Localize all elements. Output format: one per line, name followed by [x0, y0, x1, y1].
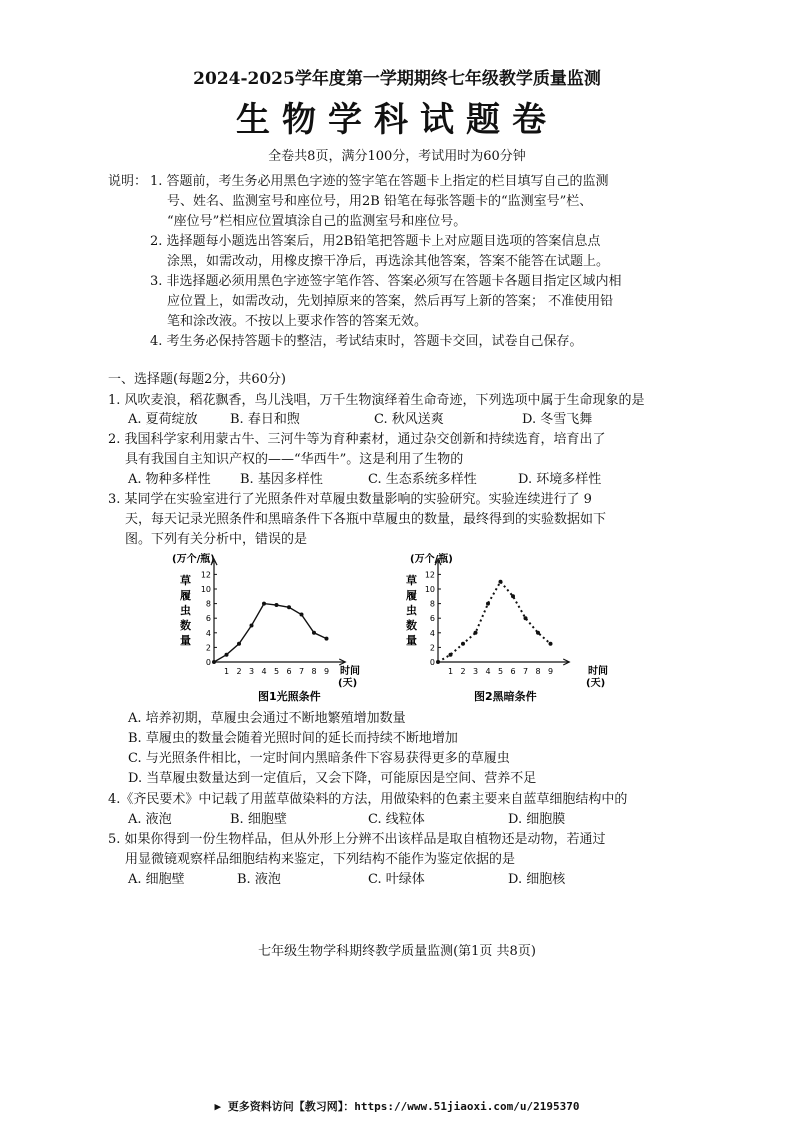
q5-option-d: D. 细胞核 [508, 872, 566, 887]
chart2-axes [425, 559, 569, 676]
chart2-x-tick-label: 4 [485, 667, 491, 676]
instruction-3-line-3: 笔和涂改液。不按以上要求作答的答案无效。 [167, 314, 428, 329]
chart2-data-point [499, 580, 503, 584]
q4-option-a: A. 液泡 [128, 812, 172, 827]
chart1-x-tick-label: 7 [298, 667, 305, 676]
chart-light-condition [172, 552, 360, 703]
chart2-x-tick-label: 9 [547, 667, 554, 676]
q2-option-c: C. 生态系统多样性 [368, 472, 477, 487]
chart2-marks [436, 580, 553, 664]
exam-title: 2024-2025学年度第一学期期终七年级教学质量监测 [193, 69, 601, 89]
q3-stem-line-2: 天，每天记录光照条件和黑暗条件下各瓶中草履虫的数量，最终得到的实验数据如下 [125, 512, 607, 527]
instruction-1-line-1: 1. 答题前，考生务必用黑色字迹的签字笔在答题卡上指定的栏目填写自己的监测 [150, 174, 609, 189]
page-footer: 七年级生物学科期终教学质量监测(第1页 共8页) [258, 944, 536, 959]
chart2-data-point [549, 642, 553, 646]
chart1-data-point [312, 631, 316, 635]
q2-stem-line-2: 具有我国自主知识产权的——“华西牛”。这是利用了生物的 [125, 452, 464, 467]
chart1-y-tick-label: 4 [205, 628, 211, 638]
chart1-y-tick-label: 2 [205, 643, 211, 653]
chart1-x-tick-label: 6 [286, 667, 292, 676]
instruction-1-line-3: “座位号”栏相应位置填涂自己的监测室号和座位号。 [167, 214, 467, 229]
chart1-data-point [300, 613, 304, 617]
chart2-x-tick-label: 6 [510, 667, 516, 676]
chart2-xlabel: 时间 [588, 666, 608, 677]
chart1-x-tick-label: 5 [273, 667, 280, 676]
chart2-x-tick-label: 7 [522, 667, 529, 676]
chart1-y-tick-label: 0 [205, 658, 211, 667]
chart2-y-tick-label: 2 [429, 643, 435, 653]
q2-option-d: D. 环境多样性 [518, 472, 602, 487]
chart2-data-point [449, 653, 453, 657]
chart2-ylabel-char: 草 [406, 574, 417, 587]
chart2-x-tick-label: 2 [460, 667, 466, 676]
chart2-y-tick-label: 10 [424, 585, 435, 594]
chart1-axes [201, 559, 345, 676]
chart2-ylabel-char: 数 [406, 619, 417, 632]
chart2-x-tick-label: 1 [447, 667, 454, 676]
chart1-x-tick-label: 8 [311, 667, 317, 676]
chart2-xunit: (天) [586, 678, 606, 689]
chart1-data-point [237, 642, 241, 646]
subject-title: 生物学科试题卷 [236, 100, 558, 140]
chart1-x-tick-label: 2 [236, 667, 242, 676]
chart1-y-tick-label: 10 [200, 585, 211, 594]
chart2-x-tick-label: 8 [535, 667, 541, 676]
chart-dark-condition [406, 552, 608, 703]
chart2-data-point [536, 631, 540, 635]
q1-option-c: C. 秋风送爽 [374, 412, 444, 427]
chart2-series-line [438, 582, 551, 662]
chart2-y-tick-label: 8 [429, 599, 435, 609]
instruction-1-line-2: 号、姓名、监测室号和座位号，用2B 铅笔在每张答题卡的“监测室号”栏、 [167, 194, 593, 209]
q3-stem-line-3: 图。下列有关分析中，错误的是 [125, 532, 308, 547]
chart1-ylabel-char: 虫 [180, 604, 191, 617]
section-heading: 一、选择题(每题2分，共60分) [108, 372, 286, 387]
chart1-series-line [214, 604, 327, 662]
q4-stem: 4.《齐民要术》中记载了用蓝草做染料的方法，用做染料的色素主要来自蓝草细胞结构中的 [108, 792, 628, 807]
chart1-data-point [325, 637, 329, 641]
instruction-3-line-1: 3. 非选择题必须用黑色字迹签字笔作答、答案必须写在答题卡各题目指定区域内相 [150, 274, 622, 289]
chart1-x-tick-label: 4 [261, 667, 267, 676]
chart1-y-tick-label: 12 [200, 570, 211, 580]
q3-option-b: B. 草履虫的数量会随着光照时间的延长而持续不断地增加 [128, 731, 458, 746]
chart1-y-tick-label: 8 [205, 599, 211, 609]
q5-option-a: A. 细胞壁 [128, 872, 185, 887]
chart1-ylabel-char: 数 [180, 619, 191, 632]
q5-option-b: B. 液泡 [237, 872, 281, 887]
chart2-unit: (万个/瓶) [410, 554, 453, 565]
chart1-ylabel-char: 量 [180, 634, 191, 647]
instruction-2-line-2: 涂黑，如需改动，用橡皮擦干净后，再选涂其他答案，答案不能答在试题上。 [167, 254, 610, 269]
exam-subtitle: 全卷共8页，满分100分，考试用时为60分钟 [268, 149, 526, 164]
chart1-x-tick-label: 1 [223, 667, 230, 676]
q1-option-d: D. 冬雪飞舞 [522, 412, 593, 427]
q4-option-b: B. 细胞壁 [230, 812, 287, 827]
chart1-x-tick-label: 3 [248, 667, 255, 676]
q3-stem-line-1: 3. 某同学在实验室进行了光照条件对草履虫数量影响的实验研究。实验连续进行了 9 [108, 492, 592, 507]
chart2-y-tick-label: 12 [424, 570, 435, 580]
chart2-data-point [511, 594, 515, 598]
q3-option-c: C. 与光照条件相比，一定时间内黑暗条件下容易获得更多的草履虫 [128, 751, 510, 766]
chart1-data-point [262, 602, 266, 606]
q5-stem-line-1: 5. 如果你得到一份生物样品，但从外形上分辨不出该样品是取自植物还是动物，若通过 [108, 832, 606, 847]
chart2-ylabel [406, 573, 417, 647]
q2-stem-line-1: 2. 我国科学家利用蒙古牛、三河牛等为育种素材，通过杂交创新和持续选育，培育出了 [108, 432, 606, 447]
chart2-data-point [486, 602, 490, 606]
chart2-data-point [474, 631, 478, 635]
q5-stem-line-2: 用显微镜观察样品细胞结构来鉴定，下列结构不能作为鉴定依据的是 [125, 852, 516, 867]
chart2-y-tick-label: 0 [429, 658, 435, 667]
chart1-data-point [275, 603, 279, 607]
chart2-y-tick-label: 4 [429, 628, 435, 638]
instruction-2-line-1: 2. 选择题每小题选出答案后，用2B铅笔把答题卡上对应题目选项的答案信息点 [150, 234, 601, 249]
chart1-xlabel: 时间 [340, 666, 360, 677]
q1-option-a: A. 夏荷绽放 [128, 412, 198, 427]
chart1-unit: (万个/瓶) [172, 554, 215, 565]
resource-link[interactable]: ▶ 更多资料访问【教习网】：https://www.51jiaoxi.com/u/2195370 [214, 1100, 580, 1113]
q3-option-d: D. 当草履虫数量达到一定值后，又会下降，可能原因是空间、营养不足 [128, 771, 537, 786]
q2-option-a: A. 物种多样性 [128, 472, 211, 487]
chart2-ylabel-char: 虫 [406, 604, 417, 617]
chart1-ylabel [180, 573, 191, 647]
chart1-xunit: (天) [338, 678, 358, 689]
instructions-label: 说明： [108, 174, 148, 189]
chart2-data-point [436, 660, 440, 664]
chart1-data-point [250, 624, 254, 628]
chart2-data-point [524, 616, 528, 620]
q2-option-b: B. 基因多样性 [240, 472, 323, 487]
chart1-data-point [212, 660, 216, 664]
chart2-x-tick-label: 5 [497, 667, 504, 676]
chart2-ylabel-char: 量 [406, 634, 417, 647]
chart1-ylabel-char: 履 [180, 589, 191, 602]
chart2-ylabel-char: 履 [406, 589, 417, 602]
chart1-title: 图1光照条件 [258, 690, 321, 703]
q4-option-d: D. 细胞膜 [508, 812, 566, 827]
chart1-data-point [287, 605, 291, 609]
instruction-4-line-1: 4. 考生务必保持答题卡的整洁，考试结束时，答题卡交回，试卷自己保存。 [150, 334, 583, 349]
chart2-y-tick-label: 6 [429, 614, 435, 624]
charts-figure [170, 550, 608, 708]
q5-option-c: C. 叶绿体 [368, 872, 425, 887]
chart2-title: 图2黑暗条件 [474, 690, 537, 703]
chart1-y-tick-label: 6 [205, 614, 211, 624]
q4-option-c: C. 线粒体 [368, 812, 425, 827]
chart2-x-tick-label: 3 [472, 667, 479, 676]
chart1-data-point [225, 653, 229, 657]
chart1-ylabel-char: 草 [180, 574, 191, 587]
instruction-3-line-2: 应位置上，如需改动，先划掉原来的答案，然后再写上新的答案； 不准使用铅 [167, 294, 614, 309]
q3-option-a: A. 培养初期，草履虫会通过不断地繁殖增加数量 [128, 711, 406, 726]
chart1-marks [212, 602, 329, 664]
chart1-x-tick-label: 9 [323, 667, 330, 676]
q1-option-b: B. 春日和煦 [230, 412, 300, 427]
chart2-data-point [461, 642, 465, 646]
q1-stem: 1. 风吹麦浪，稻花飘香，鸟儿浅唱，万千生物演绎着生命奇迹，下列选项中属于生命现象的是 [108, 393, 645, 408]
